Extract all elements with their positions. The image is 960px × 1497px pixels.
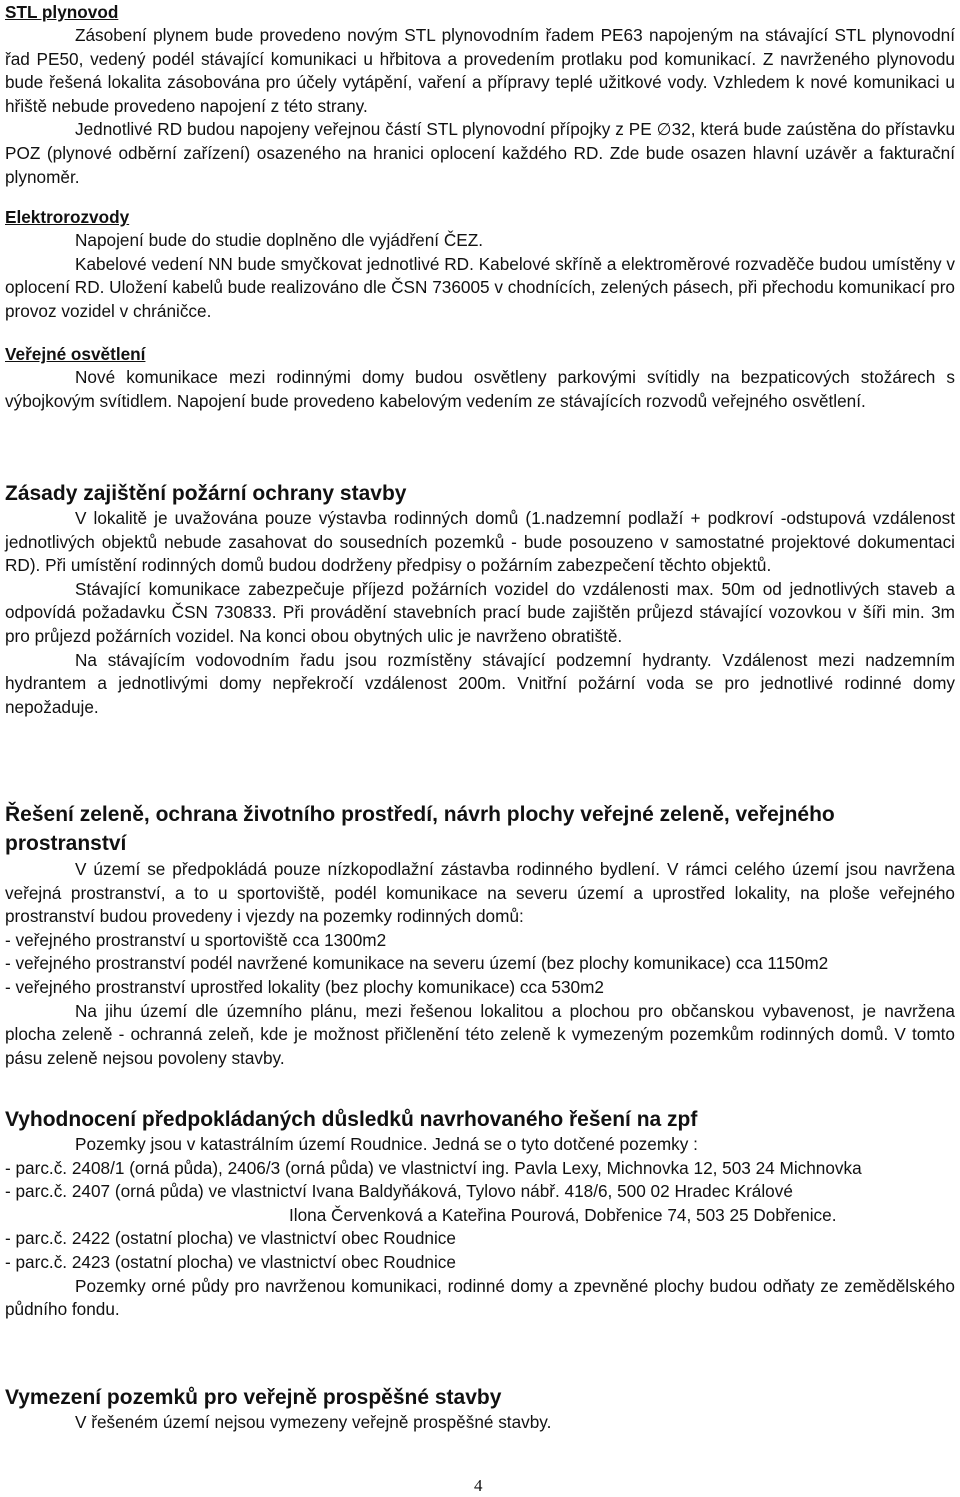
heading-vymezeni-pozemku: Vymezení pozemků pro veřejně prospěšné stavby xyxy=(5,1386,502,1409)
heading-pozarni-ochrana: Zásady zajištění požární ochrany stavby xyxy=(5,482,407,505)
paragraph-elektro-1: Napojení bude do studie doplněno dle vyjádření ČEZ. xyxy=(75,230,484,250)
paragraph-pozar-1: V lokalitě je uvažována pouze výstavba rodinných domů (1.nadzemní podlaží + podkroví -odstupová vzdálenost jednotlivých objektů nebude zasahovat do sousedních pozemků - bude posouzeno v samostatné projektové dokumentaci RD). Při umístění rodinných domů budou dodrženy předpisy o požárním zabezpečení těchto objektů. xyxy=(5,508,955,576)
paragraph-vymezeni-1: V řešeném území nejsou vymezeny veřejně prospěšné stavby. xyxy=(75,1412,552,1432)
list-item: - parc.č. 2423 (ostatní plocha) ve vlastnictví obec Roudnice xyxy=(5,1251,456,1272)
paragraph-stl-2: Jednotlivé RD budou napojeny veřejnou částí STL plynovodní přípojky z PE ∅32, která bude zaústěna do přístavku POZ (plynové odběrní zařízení) osazeného na hranici oplocení každého RD. Zde bude osazen hlavní uzávěr a fakturační plynoměr. xyxy=(5,119,956,187)
section-vyhodnoceni-zpf xyxy=(5,1107,955,1322)
list-item-continuation: Ilona Červenková a Kateřina Pourová, Dobřenice 74, 503 25 Dobřenice. xyxy=(289,1204,837,1225)
section-vymezeni-pozemku xyxy=(5,1385,955,1435)
list-item: - parc.č. 2422 (ostatní plocha) ve vlastnictví obec Roudnice xyxy=(5,1228,456,1249)
heading-vyhodnoceni-zpf: Vyhodnocení předpokládaných důsledků navrhovaného řešení na zpf xyxy=(5,1108,698,1131)
heading-stl-plynovod: STL plynovod xyxy=(5,2,119,22)
list-item: - veřejného prostranství podél navržené komunikace na severu území (bez plochy komunikace) cca 1150m2 xyxy=(5,953,829,974)
paragraph-elektro-2: Kabelové vedení NN bude smyčkovat jednotlivé RD. Kabelové skříně a elektroměrové rozvaděče budou umístěny v oplocení RD. Uložení kabelů bude realizováno dle ČSN 736005 v chodnících, zelených pásech, při přechodu komunikací pro provoz vozidel v chráničce. xyxy=(5,253,955,321)
list-item: - parc.č. 2408/1 (orná půda), 2406/3 (orná půda) ve vlastnictví ing. Pavla Lexy, Michnovka 12, 503 24 Michnovka xyxy=(5,1157,862,1178)
paragraph-zelen-2: Na jihu území dle územního plánu, mezi řešenou lokalitou a plochou pro občanskou vybavenost, je navržena plocha zeleně - ochranná zeleň, kde je možnost přičlenění této zeleně k vymezeným pozemkům rodinných domů. V tomto pásu zeleně nejsou povoleny stavby. xyxy=(5,1000,955,1068)
heading-verejne-osvetleni: Veřejné osvětlení xyxy=(5,344,146,364)
paragraph-zpf-intro: Pozemky jsou v katastrálním území Roudnice. Jedná se o tyto dotčené pozemky : xyxy=(75,1134,698,1154)
list-item: - parc.č. 2407 (orná půda) ve vlastnictví Ivana Baldyňáková, Tylovo nábř. 418/6, 500 02 Hradec Králové xyxy=(5,1181,793,1202)
heading-reseni-zelene: Řešení zeleně, ochrana životního prostředí, návrh plochy veřejné zeleně, veřejného prostranství xyxy=(5,803,835,855)
section-pozarni-ochrana xyxy=(5,481,955,719)
paragraph-pozar-3: Na stávajícím vodovodním řadu jsou rozmístěny stávající podzemní hydranty. Vzdálenost mezi nadzemním hydrantem a jednotlivými domy nepřekročí vzdálenost 200m. Vnitřní požární voda se pro jednotlivé rodinné domy nepožaduje. xyxy=(5,649,955,717)
diameter-symbol: ∅ xyxy=(656,119,672,140)
heading-elektrorozvody: Elektrorozvody xyxy=(5,207,130,227)
section-elektrorozvody xyxy=(5,205,955,323)
list-item: - veřejného prostranství uprostřed lokality (bez plochy komunikace) cca 530m2 xyxy=(5,976,604,997)
paragraph-zpf-end: Pozemky orné půdy pro navrženou komunikaci, rodinné domy a zpevněné plochy budou odňaty ze zemědělského půdního fondu. xyxy=(5,1275,955,1320)
paragraph-zelen-1: V území se předpokládá pouze nízkopodlažní zástavba rodinného bydlení. V rámci celého území jsou navržena veřejná prostranství, a to u sportoviště, podél komunikace na severu území a uprostřed lokality, na ploše veřejného prostranství budou provedeny i vjezdy na pozemky rodinných domů: xyxy=(5,859,955,927)
paragraph-osvetleni-1: Nové komunikace mezi rodinnými domy budou osvětleny parkovými svítidly na bezpaticových stožárech s výbojkovým svítidlem. Napojení bude provedeno kabelovým vedením ze stávajících rozvodů veřejného osvětlení. xyxy=(5,367,955,411)
section-verejne-osvetleni xyxy=(5,342,955,413)
list-item: - veřejného prostranství u sportoviště cca 1300m2 xyxy=(5,929,387,950)
section-reseni-zelene xyxy=(5,800,955,1070)
paragraph-stl-1: Zásobení plynem bude provedeno novým STL plynovodním řadem PE63 napojeným na stávající STL plynovodní řad PE50, vedený podél stávající komunikaci u hřbitova a provedením protlaku pod komunikací. Z navrženého plynovodu bude řešená lokalita zásobována pro účely vytápění, vaření a přípravy teplé užitkové vody. Vzhledem k nové komunikaci u hřiště nebude provedeno napojení z této strany. xyxy=(5,25,955,116)
paragraph-pozar-2: Stávající komunikace zabezpečuje příjezd požárních vozidel do vzdálenosti max. 50m od jednotlivých staveb a odpovídá požadavku ČSN 730833. Při provádění stavebních prací bude zajištěn průjezd stávající vozovkou v šíři min. 3m pro průjezd požárních vozidel. Na konci obou obytných ulic je navrženo obratiště. xyxy=(5,578,955,646)
page-number: 4 xyxy=(474,1476,483,1495)
section-stl-plynovod xyxy=(5,0,955,189)
